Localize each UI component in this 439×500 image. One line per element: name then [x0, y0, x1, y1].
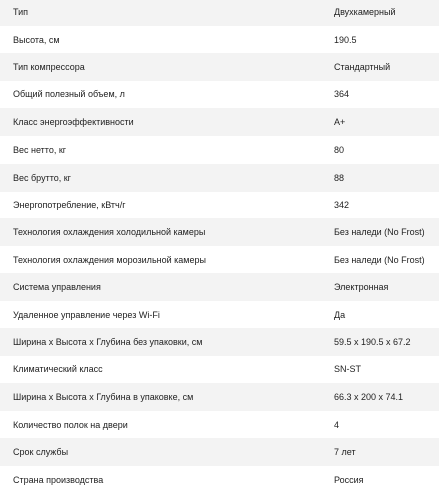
spec-value: 190.5	[334, 34, 357, 45]
spec-name: Общий полезный объем, л	[13, 88, 125, 99]
spec-row-freezer-cooling	[0, 246, 439, 274]
spec-value: 342	[334, 199, 350, 210]
spec-value: Стандартный	[334, 61, 391, 72]
spec-value: Электронная	[334, 281, 389, 292]
spec-value: 4	[334, 419, 340, 430]
spec-value: 59.5 х 190.5 х 67.2	[334, 336, 411, 347]
spec-row-type	[0, 0, 439, 26]
spec-row-service-life	[0, 438, 439, 466]
spec-value: 88	[334, 172, 345, 183]
spec-row-compressor-type	[0, 53, 439, 81]
spec-row-dimensions-packed	[0, 383, 439, 411]
spec-name: Климатический класс	[13, 363, 103, 374]
spec-value: Без наледи (No Frost)	[334, 226, 425, 237]
spec-value: A+	[334, 116, 346, 127]
spec-row-wifi-control	[0, 301, 439, 329]
spec-name: Ширина х Высота х Глубина без упаковки, см	[13, 336, 203, 347]
spec-value: 364	[334, 88, 350, 99]
spec-row-door-shelves	[0, 411, 439, 439]
spec-row-height	[0, 26, 439, 54]
spec-row-country-of-origin	[0, 466, 439, 494]
spec-name: Технология охлаждения морозильной камеры	[13, 254, 206, 265]
spec-name: Срок службы	[13, 446, 69, 457]
spec-row-energy-consumption	[0, 191, 439, 219]
spec-value: Да	[334, 309, 346, 320]
spec-name: Вес нетто, кг	[13, 144, 67, 155]
spec-name: Высота, см	[13, 34, 60, 45]
spec-value: Без наледи (No Frost)	[334, 254, 425, 265]
spec-row-net-weight	[0, 136, 439, 164]
spec-row-total-volume	[0, 80, 439, 108]
spec-name: Энергопотребление, кВтч/г	[13, 199, 126, 210]
spec-value: 66.3 х 200 х 74.1	[334, 391, 404, 402]
spec-value: 80	[334, 144, 345, 155]
spec-name: Тип компрессора	[13, 61, 85, 72]
spec-value: 7 лет	[334, 446, 356, 457]
spec-name: Система управления	[13, 281, 101, 292]
spec-name: Удаленное управление через Wi-Fi	[13, 309, 160, 320]
spec-row-fridge-cooling	[0, 218, 439, 246]
spec-row-dimensions-unpacked	[0, 328, 439, 356]
spec-row-energy-class	[0, 108, 439, 136]
spec-name: Вес брутто, кг	[13, 172, 71, 183]
spec-name: Класс энергоэффективности	[13, 116, 134, 127]
spec-row-gross-weight	[0, 164, 439, 192]
spec-name: Технология охлаждения холодильной камеры	[13, 226, 206, 237]
spec-value: SN-ST	[334, 363, 361, 374]
spec-name: Количество полок на двери	[13, 419, 128, 430]
spec-name: Ширина х Высота х Глубина в упаковке, см	[13, 391, 194, 402]
spec-name: Страна производства	[13, 474, 104, 485]
spec-row-climate-class	[0, 355, 439, 383]
spec-name: Тип	[13, 6, 29, 17]
spec-value: Двухкамерный	[334, 6, 396, 17]
spec-value: Россия	[334, 474, 364, 485]
spec-row-control-system	[0, 273, 439, 301]
